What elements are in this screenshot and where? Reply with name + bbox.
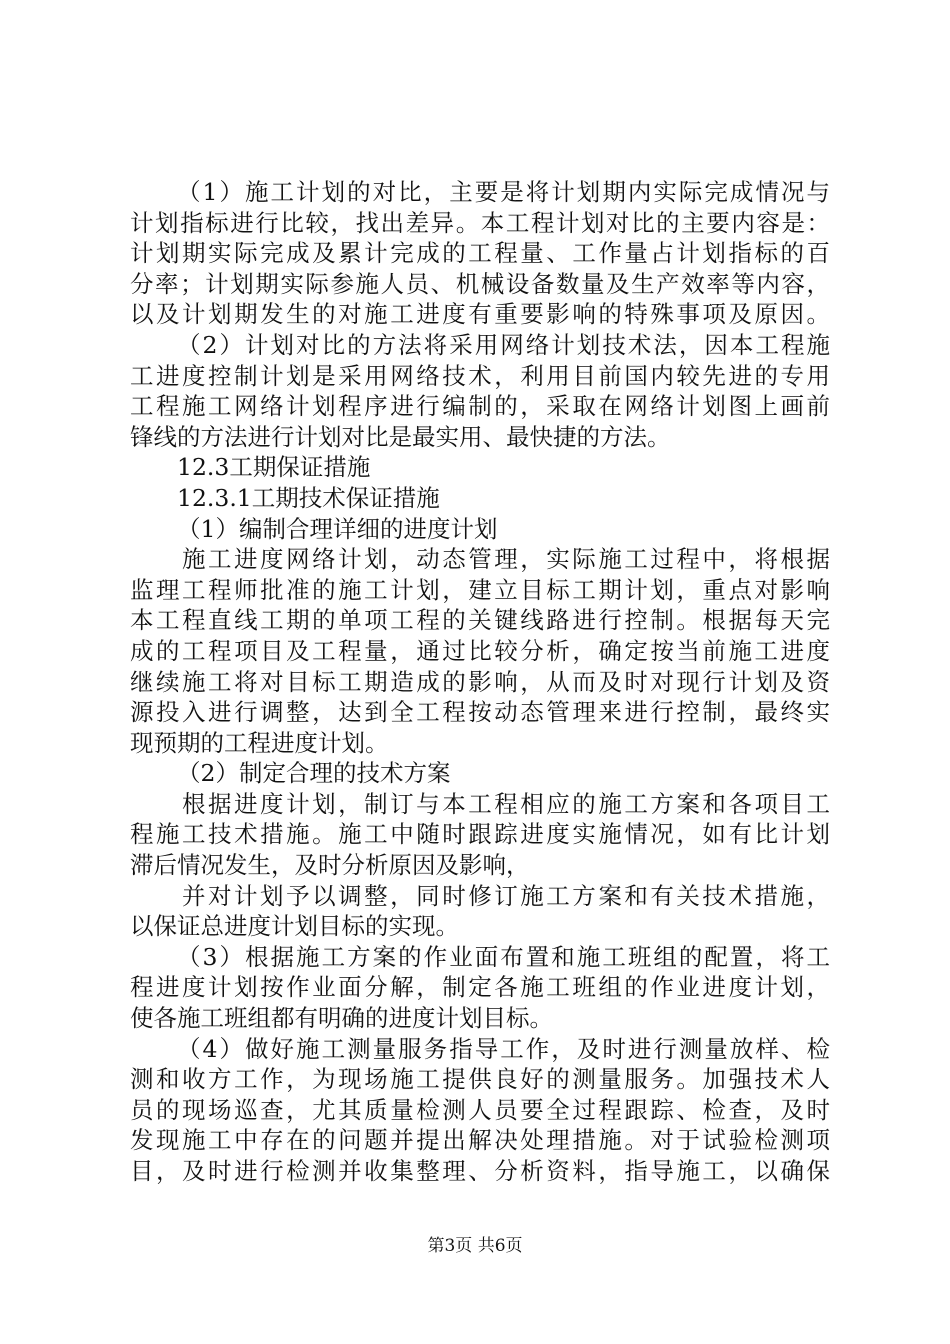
text-line: 源投入进行调整，达到全工程按动态管理来进行控制，最终实 bbox=[130, 698, 830, 727]
text-line: 滞后情况发生，及时分析原因及影响， bbox=[130, 851, 530, 880]
text-line: 本工程直线工期的单项工程的关键线路进行控制。根据每天完 bbox=[130, 606, 830, 635]
text-line: 以及计划期发生的对施工进度有重要影响的特殊事项及原因。 bbox=[130, 300, 830, 329]
text-line: 发现施工中存在的问题并提出解决处理措施。对于试验检测项 bbox=[130, 1126, 830, 1155]
text-line: 施工进度网络计划，动态管理，实际施工过程中，将根据 bbox=[182, 545, 830, 574]
text-line: 监理工程师批准的施工计划，建立目标工期计划，重点对影响 bbox=[130, 575, 830, 604]
text-line: 目，及时进行检测并收集整理、分析资料，指导施工，以确保 bbox=[130, 1157, 830, 1185]
text-line: 以保证总进度计划目标的实现。 bbox=[130, 912, 459, 941]
document-body bbox=[130, 177, 830, 1187]
text-line: （3）根据施工方案的作业面布置和施工班组的配置，将工 bbox=[177, 942, 830, 971]
text-line: 并对计划予以调整，同时修订施工方案和有关技术措施， bbox=[182, 881, 830, 910]
page-footer: 第3页 共6页 bbox=[427, 1236, 523, 1256]
text-line: 程施工技术措施。施工中随时跟踪进度实施情况，如有比计划 bbox=[130, 820, 830, 849]
text-line: 计划指标进行比较，找出差异。本工程计划对比的主要内容是： bbox=[130, 208, 830, 237]
text-line: 12.3工期保证措施 bbox=[177, 453, 371, 482]
text-line: （1）编制合理详细的进度计划 bbox=[177, 514, 498, 543]
text-line: 工程施工网络计划程序进行编制的，采取在网络计划图上画前 bbox=[130, 392, 830, 421]
text-line: 继续施工将对目标工期造成的影响，从而及时对现行计划及资 bbox=[130, 667, 830, 696]
text-line: 现预期的工程进度计划。 bbox=[130, 728, 389, 757]
text-line: 使各施工班组都有明确的进度计划目标。 bbox=[130, 1004, 553, 1033]
text-line: 员的现场巡查，尤其质量检测人员要全过程跟踪、检查，及时 bbox=[130, 1095, 830, 1124]
text-line: （2）计划对比的方法将采用网络计划技术法，因本工程施 bbox=[177, 330, 830, 359]
text-line: 成的工程项目及工程量，通过比较分析，确定按当前施工进度 bbox=[130, 636, 830, 665]
text-line: （4）做好施工测量服务指导工作，及时进行测量放样、检 bbox=[177, 1034, 830, 1063]
text-line: 计划期实际完成及累计完成的工程量、工作量占计划指标的百 bbox=[130, 239, 830, 268]
text-line: 测和收方工作，为现场施工提供良好的测量服务。加强技术人 bbox=[130, 1065, 830, 1094]
text-line: 分率；计划期实际参施人员、机械设备数量及生产效率等内容， bbox=[130, 269, 830, 298]
text-line: 12.3.1工期技术保证措施 bbox=[177, 483, 440, 512]
text-line: （2）制定合理的技术方案 bbox=[177, 759, 451, 788]
text-line: 程进度计划按作业面分解，制定各施工班组的作业进度计划， bbox=[130, 973, 830, 1002]
text-line: 锋线的方法进行计划对比是最实用、最快捷的方法。 bbox=[130, 422, 671, 451]
text-line: （1）施工计划的对比，主要是将计划期内实际完成情况与 bbox=[177, 178, 830, 206]
text-line: 工进度控制计划是采用网络技术，利用目前国内较先进的专用 bbox=[130, 361, 830, 390]
text-line: 根据进度计划，制订与本工程相应的施工方案和各项目工 bbox=[182, 789, 830, 818]
